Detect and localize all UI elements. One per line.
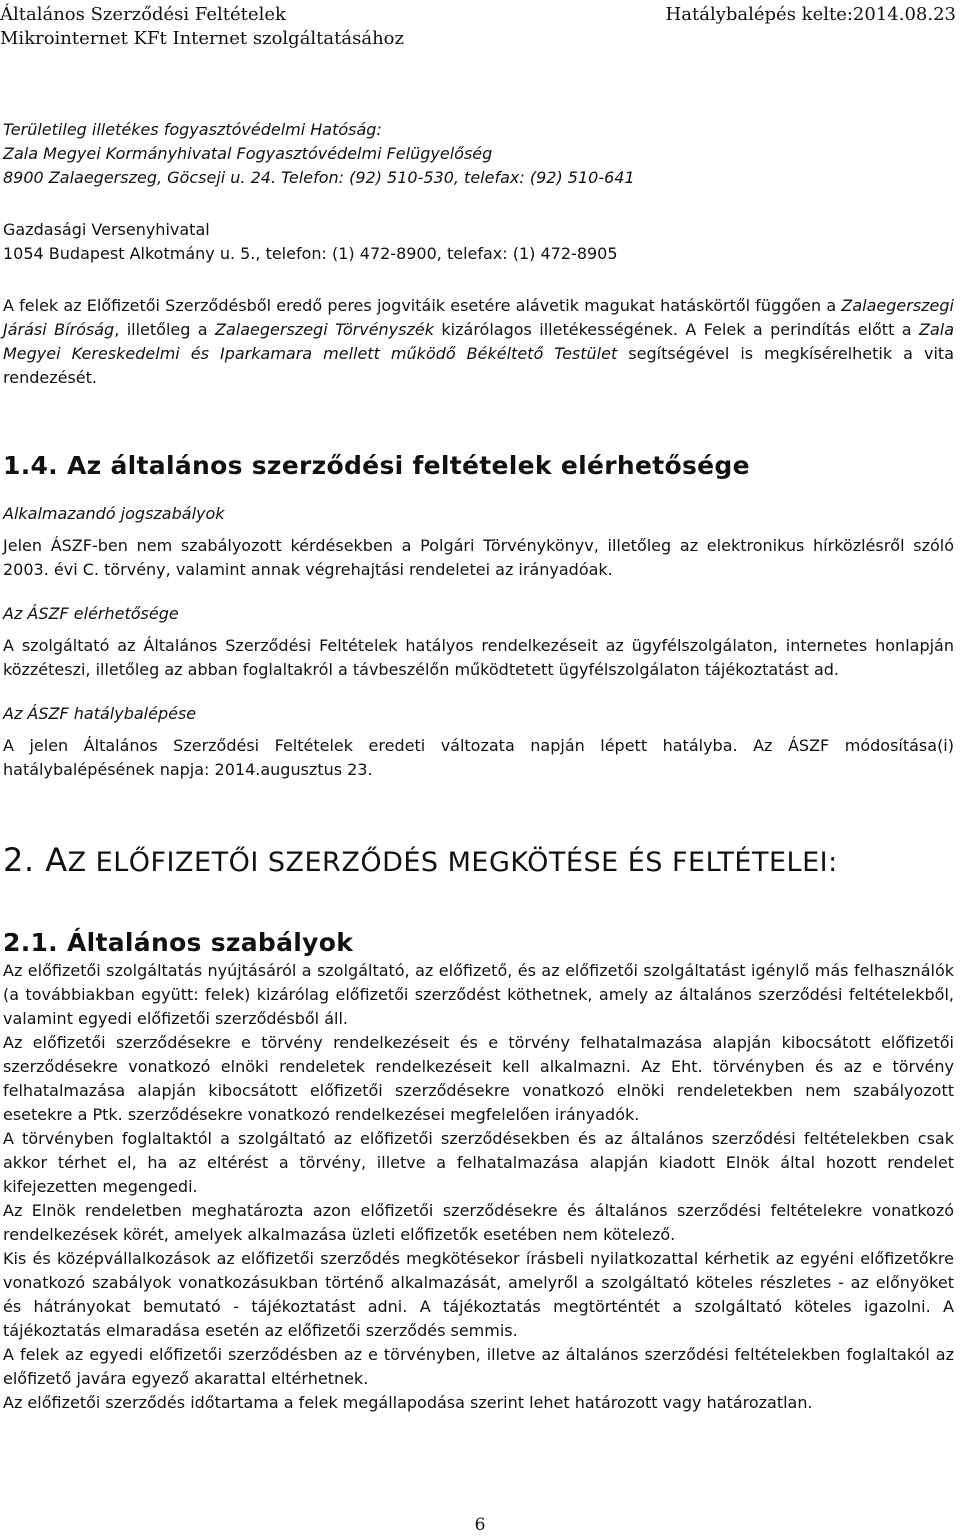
header-effective-date: Hatálybalépés kelte:2014.08.23 bbox=[665, 4, 956, 25]
court-name-1: Zalaegerszegi Járási Bíróság bbox=[3, 296, 954, 339]
general-rules-paragraph-2: Az előfizetői szerződésekre e törvény rendelkezéseit és e törvény felhatalmazása alapján kibocsátott előfizetői szerződésekre vonatkozó elnöki rendeletek rendelkezéseit kell alkalmazni. Az Eht. törvényben és az e törvény felhatalmazása alapján kibocsátott előfizetői szerződésekre vonatkozó elnöki rendeletekben nem szabályozott esetekre a Ptk. szerződésekre vonatkozó rendelkezései megfelelően irányadók. bbox=[3, 1033, 954, 1124]
section-heading-2-1: 2.1. Általános szabályok bbox=[3, 928, 354, 957]
general-rules-paragraph-6: A felek az egyedi előfizetői szerződésben az e törvényben, illetve az általános szerződési feltételekben foglaltakól az előfizető javára egyező akarattal eltérhetnek. bbox=[3, 1345, 954, 1388]
header-title-line2: Mikrointernet KFt Internet szolgáltatásához bbox=[0, 28, 404, 49]
page-number: 6 bbox=[474, 1515, 486, 1535]
arbitration-board-name: Zala Megyei Kereskedelmi és Iparkamara mellett működő Békéltető Testület bbox=[3, 320, 954, 363]
competition-office-address: 1054 Budapest Alkotmány u. 5., telefon: (1) 472-8900, telefax: (1) 472-8905 bbox=[3, 244, 618, 263]
chapter-heading-2: 2. AZ ELŐFIZETŐI SZERZŐDÉS MEGKÖTÉSE ÉS FELTÉTELEI: bbox=[3, 841, 838, 879]
general-rules-paragraph-1: Az előfizetői szolgáltatás nyújtásáról a szolgáltató, az előfizető, és az előfizetői szolgáltatást igénylő más felhasználók (a továbbiakban együtt: felek) kizárólag előfizetői szerződést köthetnek, amely az általános szerződési feltételekből, valamint egyedi előfizetői szerződésből áll. bbox=[3, 961, 954, 1028]
authority-address: 8900 Zalaegerszeg, Göcseji u. 24. Telefon: (92) 510-530, telefax: (92) 510-641 bbox=[3, 168, 635, 187]
jurisdiction-paragraph: A felek az Előfizetői Szerződésből eredő peres jogvitáik esetére alávetik magukat hatáskörtől függően a Zalaegerszegi Járási Bíróság, illetőleg a Zalaegerszegi Törvényszék kizárólagos illetékességének. A Felek a perindítás előtt a Zala Megyei Kereskedelmi és Iparkamara mellett működő Békéltető Testület segítségével is megkísérelhetik a vita rendezését. bbox=[3, 296, 954, 387]
subheading-availability: Az ÁSZF elérhetősége bbox=[3, 604, 179, 623]
section-heading-1-4: 1.4. Az általános szerződési feltételek elérhetősége bbox=[3, 451, 750, 480]
authority-name: Zala Megyei Kormányhivatal Fogyasztóvédelmi Felügyelőség bbox=[3, 144, 493, 163]
general-rules-paragraph-3: A törvényben foglaltaktól a szolgáltató az előfizetői szerződésekben és az általános szerződési feltételekben csak akkor térhet el, ha az eltérést a törvény, illetve a felhatalmazása alapján kiadott Elnök által hozott rendelet kifejezetten megengedi. bbox=[3, 1129, 954, 1196]
subheading-applicable-law: Alkalmazandó jogszabályok bbox=[3, 504, 225, 523]
page-header bbox=[0, 0, 960, 50]
general-rules-paragraph-4: Az Elnök rendeletben meghatározta azon előfizetői szerződésekre és általános szerződési feltételekre vonatkozó rendelkezések körét, amelyek alkalmazása üzleti előfizetők esetében nem kötelező. bbox=[3, 1201, 954, 1244]
applicable-law-paragraph: Jelen ÁSZF-ben nem szabályozott kérdésekben a Polgári Törvénykönyv, illetőleg az elektronikus hírközlésről szóló 2003. évi C. törvény, valamint annak végrehajtási rendeletei az irányadóak. bbox=[3, 536, 954, 579]
effective-paragraph: A jelen Általános Szerződési Feltételek eredeti változata napján lépett hatályba. Az ÁSZF módosítása(i) hatálybalépésének napja: 2014.augusztus 23. bbox=[3, 736, 954, 779]
general-rules-paragraph-7: Az előfizetői szerződés időtartama a felek megállapodása szerint lehet határozott vagy határozatlan. bbox=[3, 1393, 813, 1412]
header-title-line1: Általános Szerződési Feltételek bbox=[0, 4, 286, 25]
document-body bbox=[3, 118, 954, 1415]
court-name-2: Zalaegerszegi Törvényszék bbox=[215, 320, 434, 339]
general-rules-paragraph-5: Kis és középvállalkozások az előfizetői szerződés megkötésekor írásbeli nyilatkozattal kérhetik az egyéni előfizetőkre vonatkozó szabályok vonatkozásukban történő alkalmazását, amelyről a szolgáltató köteles részletes - az előnyöket és hátrányokat bemutató - tájékoztatást adni. A tájékoztatás megtörténtét a szolgáltató köteles igazolni. A tájékoztatás elmaradása esetén az előfizetői szerződés semmis. bbox=[3, 1249, 954, 1340]
availability-paragraph: A szolgáltató az Általános Szerződési Feltételek hatályos rendelkezéseit az ügyfélszolgálaton, internetes honlapján közzéteszi, illetőleg az abban foglaltakról a távbeszélőn működtetett ügyfélszolgálaton tájékoztatást ad. bbox=[3, 636, 954, 679]
authority-label: Területileg illetékes fogyasztóvédelmi Hatóság: bbox=[3, 120, 382, 139]
subheading-effective: Az ÁSZF hatálybalépése bbox=[3, 704, 197, 723]
competition-office-name: Gazdasági Versenyhivatal bbox=[3, 220, 210, 239]
